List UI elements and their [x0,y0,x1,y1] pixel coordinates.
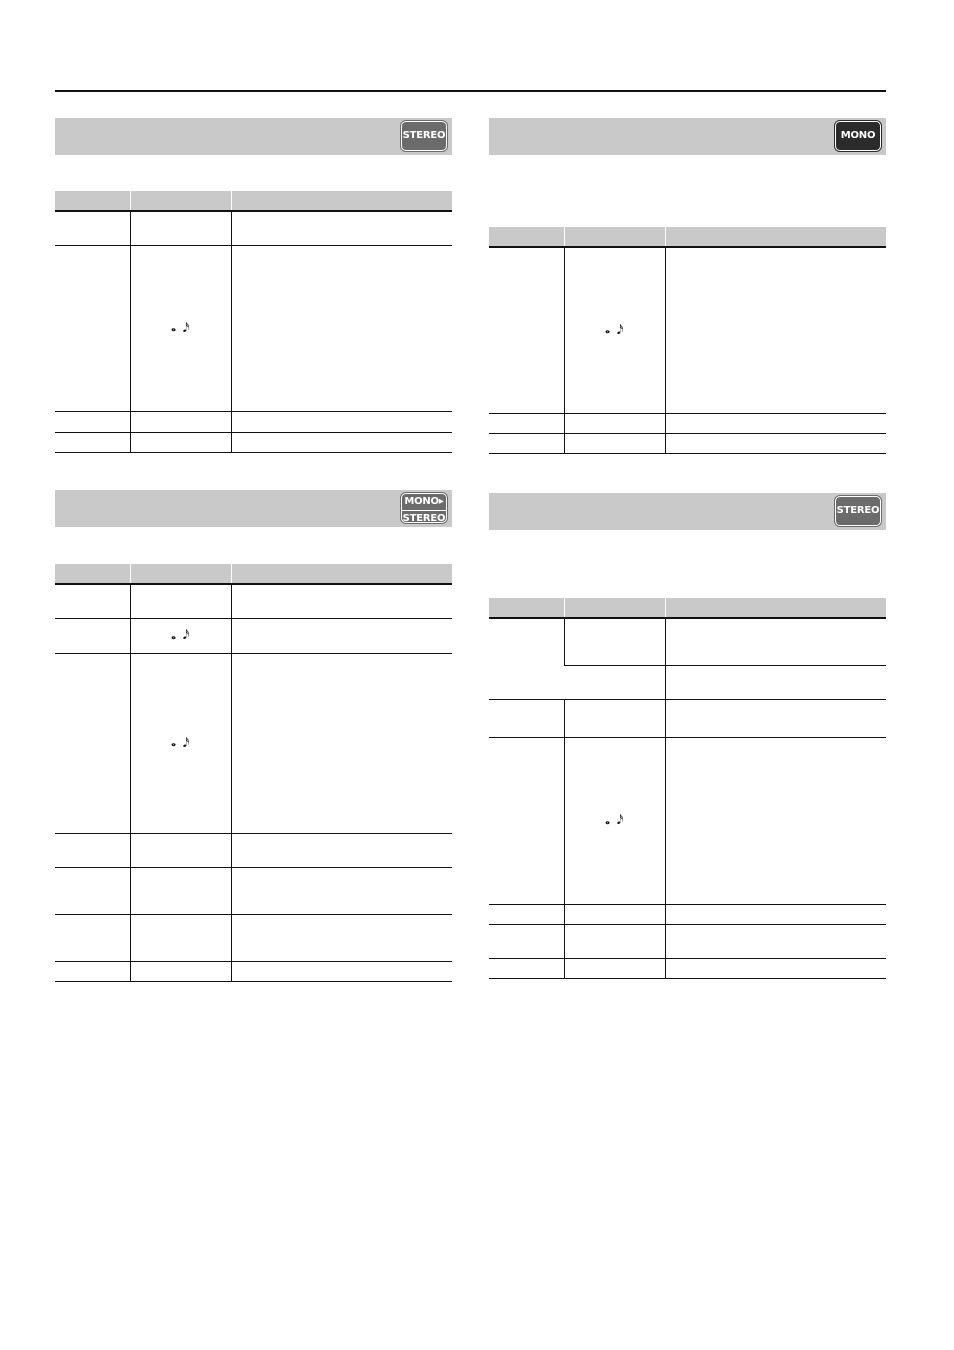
badge-bottom-line [402,511,446,527]
table-row [489,737,886,904]
col-header [489,227,564,247]
parameter-table [489,227,886,454]
note-value-icons [171,736,189,751]
whole-note-icon: 𝅝 [171,628,176,642]
table-row [489,904,886,924]
col-header [564,227,665,247]
table-row [55,411,452,432]
arrow-right-icon: ▸ [438,496,444,507]
col-header [665,227,886,247]
col-header [130,564,231,584]
table-header-row [489,227,886,247]
table-row [55,432,452,452]
table-row [55,961,452,981]
note-value-icons [605,813,623,828]
whole-note-icon: 𝅝 [605,323,610,337]
table-row [489,958,886,978]
table-header-row [55,191,452,211]
section-stereo-right [489,493,886,828]
col-header [55,191,130,211]
section-mono-right [489,118,886,338]
whole-note-icon: 𝅝 [171,321,176,334]
col-header [665,598,886,618]
top-rule [55,90,886,92]
badge-label: MONO [840,130,876,141]
sixteenth-note-icon: 𝅘𝅥𝅯 [182,628,190,643]
table-row [489,924,886,958]
table-row [55,867,452,914]
note-value-icons [171,321,189,336]
table-row [55,245,452,411]
table-row [489,699,886,737]
table-row [489,618,886,665]
badge-label: STEREO [402,130,446,141]
note-value-icons [605,323,623,338]
table-row [55,584,452,618]
section-stereo-left [55,118,452,336]
col-header [231,564,452,584]
whole-note-icon: 𝅝 [605,813,610,827]
table-row [489,413,886,433]
badge-top-line [402,494,446,511]
col-header [489,598,564,618]
whole-note-icon: 𝅝 [171,736,176,749]
section-header [55,118,452,155]
section-mono-stereo-left [55,490,452,751]
table-row [55,653,452,833]
badge-label: STEREO [402,513,446,524]
parameter-table [55,191,452,453]
sixteenth-note-icon: 𝅘𝅥𝅯 [182,735,190,751]
col-header [231,191,452,211]
section-header [489,493,886,530]
sixteenth-note-icon: 𝅘𝅥𝅯 [616,813,624,828]
mono-stereo-badge [401,493,447,523]
sixteenth-note-icon: 𝅘𝅥𝅯 [616,322,624,338]
stereo-badge [835,496,881,526]
parameter-table [55,564,452,982]
section-header [489,118,886,155]
sixteenth-note-icon: 𝅘𝅥𝅯 [182,320,190,336]
note-value-icons [171,628,189,643]
stereo-badge [401,121,447,151]
mono-badge [835,121,881,151]
table-row [55,618,452,653]
col-header [564,598,665,618]
table-row [55,211,452,245]
parameter-table [489,598,886,979]
col-header [55,564,130,584]
table-row [489,433,886,453]
col-header [130,191,231,211]
table-header-row [489,598,886,618]
table-row [55,914,452,961]
table-row [489,247,886,413]
badge-label: MONO [404,496,439,507]
table-row [55,833,452,867]
section-header [55,490,452,527]
table-header-row [55,564,452,584]
badge-label: STEREO [836,505,880,516]
